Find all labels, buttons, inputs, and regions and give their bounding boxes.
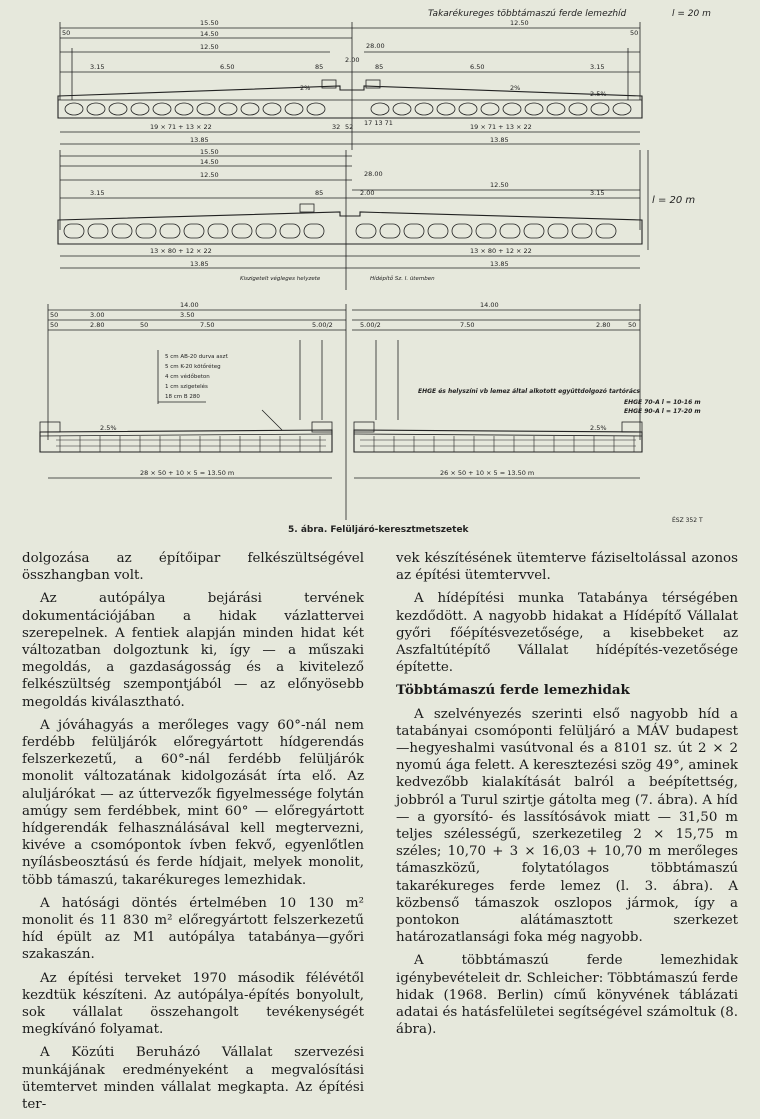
svg-text:28.00: 28.00 [364, 170, 383, 178]
svg-text:13 × 80 + 12 × 22: 13 × 80 + 12 × 22 [470, 247, 532, 255]
svg-text:EHGE és helyszíni vb lemez ált: EHGE és helyszíni vb lemez által alkotott együttdolgozó tartórács [418, 388, 640, 395]
svg-text:5.00/2: 5.00/2 [360, 321, 381, 329]
svg-text:6.50: 6.50 [470, 63, 485, 71]
svg-text:85: 85 [315, 189, 324, 197]
svg-text:2%: 2% [300, 84, 311, 92]
svg-text:5 cm AB-20 durva aszf.: 5 cm AB-20 durva aszf. [165, 354, 229, 360]
svg-text:2.00: 2.00 [345, 56, 360, 64]
figure-header: Takarékureges többtámaszú ferde lemezhíd [428, 9, 627, 19]
figure-cross-sections [0, 0, 760, 540]
svg-text:12.50: 12.50 [510, 19, 529, 27]
svg-text:5 cm K-20 kötőréteg: 5 cm K-20 kötőréteg [165, 364, 221, 370]
paragraph: vek készítésének ütemterve fáziseltolással azonos az építési ütemtervvel. [396, 551, 738, 584]
svg-text:13.85: 13.85 [190, 260, 209, 268]
svg-text:13.85: 13.85 [490, 260, 509, 268]
svg-text:13 × 80 + 12 × 22: 13 × 80 + 12 × 22 [150, 247, 212, 255]
svg-text:18 cm B 280: 18 cm B 280 [165, 394, 200, 400]
text-column-right [396, 550, 738, 1044]
svg-text:50: 50 [630, 29, 639, 37]
svg-text:2.80: 2.80 [90, 321, 105, 329]
section-title: Többtámaszú ferde lemezhidak [396, 682, 630, 699]
paragraph: A szelvényezés szerinti első nagyobb híd a tatabányai csomóponti felüljáró a MÁV budapest—hegyeshalmi vasútvonal és a 8101 sz. út 2 × 2 nyomú ága felett. A keresztezési szög 49°, aminek kedvezőbb kialakítását balról a beépítettség, jobbról a Turul szirtje gátolta meg (7. ábra). A híd — a gyorsító- és lassítósávok miatt — 31,50 m teljes szélességű, szerkezetileg 2 × 15,75 m széles; 10,70 + 3 × 16,03 + 10,70 m merőleges támaszközű, folytatólagos többtámaszú takarékureges ferde lemez (l. 3. ábra). A közbenső támaszok oszlopos jármok, így a pontokon alátámasztott szerkezet határozatlansági foka még nagyobb. [396, 706, 738, 946]
svg-text:14.50: 14.50 [200, 30, 219, 38]
svg-text:3.50: 3.50 [180, 311, 195, 319]
svg-text:12.50: 12.50 [490, 181, 509, 189]
svg-text:13.85: 13.85 [190, 136, 209, 144]
paragraph: A Közúti Beruházó Vállalat szervezési munkájának eredményeként a megvalósítási ütemtervet minden vállalat megkapta. Az építési ter- [22, 1045, 364, 1113]
paragraph: A jóváhagyás a merőleges vagy 60°-nál nem ferdébb felüljárók előregyártott hídgerendás felszerkezetű, a 60°-nál ferdébb felüljárók monolit változatának kidolgozását írta elő. Az aluljárókat — az úttervezők figyelmessége folytán amúgy sem ferdébbek, mint 60° — előregyártott hídgerendák felhasználásával kell megtervezni, kivéve a csomópontok ívben fekvő, egyenlőtlen nyílásbeosztású és ferde hídjait, melyek monolit, több támaszú, takarékureges lemezhidak. [22, 717, 364, 888]
svg-text:5.00/2: 5.00/2 [312, 321, 333, 329]
svg-text:7.50: 7.50 [200, 321, 215, 329]
svg-text:50: 50 [628, 321, 637, 329]
svg-text:EHGE 90-A l = 17-20 m: EHGE 90-A l = 17-20 m [624, 408, 701, 415]
svg-text:26 × 50 + 10 × 5 = 13.50 m: 26 × 50 + 10 × 5 = 13.50 m [440, 469, 535, 477]
svg-text:3.00: 3.00 [90, 311, 105, 319]
svg-text:15.50: 15.50 [200, 19, 219, 27]
svg-text:3.15: 3.15 [590, 189, 605, 197]
svg-text:3.15: 3.15 [590, 63, 605, 71]
paragraph: Az építési terveket 1970 második félévétől kezdtük készíteni. Az autópálya-építés bonyolult, sok vállalat összehangolt tevékenységét megkívánó folyamat. [22, 970, 364, 1038]
svg-text:50: 50 [50, 311, 59, 319]
svg-text:17 13 71: 17 13 71 [364, 119, 393, 127]
svg-text:28 × 50 + 10 × 5 = 13.50 m: 28 × 50 + 10 × 5 = 13.50 m [140, 469, 235, 477]
svg-text:14.50: 14.50 [200, 158, 219, 166]
text-column-left [22, 550, 364, 1119]
svg-text:13.85: 13.85 [490, 136, 509, 144]
svg-text:4 cm védőbeton: 4 cm védőbeton [165, 374, 210, 380]
svg-text:6.50: 6.50 [220, 63, 235, 71]
figure-header-span: l = 20 m [672, 9, 711, 19]
paragraph: dolgozása az építőipar felkészültségével összhangban volt. [22, 551, 364, 584]
svg-text:85: 85 [315, 63, 324, 71]
svg-text:15.50: 15.50 [200, 148, 219, 156]
svg-text:85: 85 [375, 63, 384, 71]
svg-text:52: 52 [345, 123, 354, 131]
svg-text:32: 32 [332, 123, 341, 131]
svg-text:50: 50 [62, 29, 71, 37]
svg-text:2.80: 2.80 [596, 321, 611, 329]
svg-text:3.15: 3.15 [90, 63, 105, 71]
svg-text:28.00: 28.00 [366, 42, 385, 50]
svg-text:3.15: 3.15 [90, 189, 105, 197]
svg-text:7.50: 7.50 [460, 321, 475, 329]
svg-text:2.5%: 2.5% [590, 90, 607, 98]
svg-text:2.00: 2.00 [360, 189, 375, 197]
svg-text:50: 50 [50, 321, 59, 329]
svg-text:Kiszigetelt végleges helyzete: Kiszigetelt végleges helyzete [240, 276, 321, 282]
svg-text:50: 50 [140, 321, 149, 329]
figure-caption: 5. ábra. Felüljáró-keresztmetszetek [288, 525, 469, 535]
svg-text:2%: 2% [510, 84, 521, 92]
svg-text:2.5%: 2.5% [590, 424, 607, 432]
paragraph: A hídépítési munka Tatabánya térségében kezdődött. A nagyobb hidakat a Hídépítő Vállalat győri főépítésvezetősége, a kisebbeket az Aszfaltútépítő Vállalat hídépítés-vezetősége építette. [396, 591, 738, 676]
svg-text:1 cm szigetelés: 1 cm szigetelés [165, 384, 208, 390]
figure-ref: ÉSZ 352 T [672, 517, 703, 524]
svg-text:12.50: 12.50 [200, 43, 219, 51]
paragraph: Az autópálya bejárási tervének dokumentációjában a hidak vázlattervei szerepelnek. A fentiek alapján minden hidat két változatban dolgoztunk ki, így — a műszaki megoldás, a gazdaságosság és a kivitelező felkészültség szempontjából — az előnyösebb megoldás kiválasztható. [22, 591, 364, 710]
svg-text:Hídépítő Sz. I. ütemben: Hídépítő Sz. I. ütemben [370, 276, 435, 282]
paragraph: A többtámaszú ferde lemezhidak igénybevételeit dr. Schleicher: Többtámaszú ferde hidak (1968. Berlin) című könyvének táblázati adatai és hatásfelületei segítségével számoltuk (8. ábra). [396, 953, 738, 1038]
svg-text:2.5%: 2.5% [100, 424, 117, 432]
paragraph: A hatósági döntés értelmében 10 130 m² monolit és 11 830 m² előregyártott felszerkezetű híd épült az M1 autópálya tatabánya—győri szakaszán. [22, 895, 364, 963]
svg-text:19 × 71 + 13 × 22: 19 × 71 + 13 × 22 [470, 123, 532, 131]
svg-text:EHGE 70-A l = 10-16 m: EHGE 70-A l = 10-16 m [624, 399, 701, 406]
svg-text:14.00: 14.00 [480, 301, 499, 309]
svg-text:14.00: 14.00 [180, 301, 199, 309]
svg-text:12.50: 12.50 [200, 171, 219, 179]
svg-text:19 × 71 + 13 × 22: 19 × 71 + 13 × 22 [150, 123, 212, 131]
span-label: l = 20 m [652, 195, 696, 206]
